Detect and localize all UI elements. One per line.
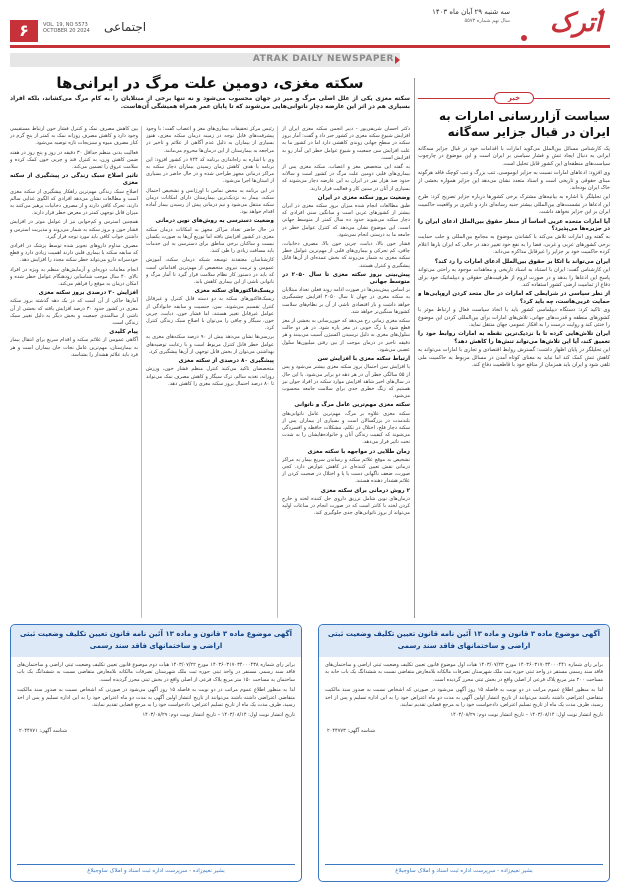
article-column-1 [282,126,410,618]
paragraph: انجام معاینات دوره‌ای و آزمایش‌های منظم به ویژه در افراد بالای ۴۰ سال موجب شناسایی زودهنگام عوامل خطر شده و امکان درمان به موقع را فراهم می‌کند. [10,266,138,288]
subheading: وضعیت بروز سکته مغزی در ایران [317,194,410,201]
sidebar-kicker [418,92,610,104]
sidebar-body [418,146,610,618]
paragraph: این تحلیلگر با اشاره به بیانیه‌های مشترک برخی کشورها درباره جزایر تصریح کرد: طرح این ادعاها در نشست‌های بین‌المللی بیشتر جنبه رسانه‌ای دارد و تاثیری بر واقعیت حاکمیت ایران بر این جزایر نخواهد داشت. [418,194,610,216]
paragraph: وی افزود: ادعاهای امارات نسبت به جزایر ابوموسی، تنب بزرگ و تنب کوچک فاقد هرگونه مبنای حقوقی و تاریخی است و اسناد متعدد نشان می‌دهد این جزایر همواره بخشی از خاک ایران بوده‌اند. [418,170,610,192]
subheading: زمان طلایی در مواجهه با سکته مغزی [307,448,410,455]
paragraph: به گفته وی امارات تلاش می‌کند با کشاندن موضوع به مجامع بین‌المللی و جلب حمایت برخی کشورهای عربی و غربی، فضا را به نفع خود تغییر دهد در حالی که ایران بارها اعلام کرده حاکمیت خود بر جزایر را غیرقابل مذاکره می‌داند. [418,234,610,256]
paragraph: سکته مغزی زمانی رخ می‌دهد که خون‌رسانی به بخشی از مغز قطع شود یا رگ خونی در مغز پاره شود. در هر دو حالت سلول‌های مغزی به دلیل نرسیدن اکسیژن آسیب می‌بینند و هر دقیقه تاخیر در درمان موجب از بین رفتن میلیون‌ها سلول عصبی می‌شود. [282,318,410,353]
legal-notice-right [318,624,610,882]
notice-id: شناسه آگهی: ۲۰۴۴۷۷۱ [19,727,68,734]
notice-dates: تاریخ انتشار نوبت اول: ۱۴۰۳/۰۸/۱۴ – تاریخ انتشار نوبت دوم: ۱۴۰۳/۰۸/۲۹ [142,712,295,719]
sidebar-headline: سیاست آزاررسانی امارات به ایران در قبال جزایر سه‌گانه [438,109,610,139]
notice-paragraph: برابر رای شماره ۱۴۰۳۶۰۳۱۷۰۳۴۰۰۰۴۴۱ مورخ ۱۴۰۳/۰۷/۲۳ هیات اول موضوع قانون تعیین تکلیف وضعیت ثبتی اراضی و ساختمان‌های فاقد سند رسمی مستقر در واحد ثبتی حوزه ثبت ملک شهرستان تصرفات مالکانه بلامعارض متقاضی نسبت به ششدانگ یک باب خانه به مساحت ۲۰۰ متر مربع پلاک فرعی از اصلی واقع در بخش ثبتی محرز گردیده است. [325,662,603,683]
paragraph: وی با اشاره به راه‌اندازی برنامه کد ۷۲۴ در کشور افزود: این برنامه با هدف کاهش زمان رسیدن بیماران دچار سکته به مراکز درمانی مجهز طراحی شده و در حال حاضر در بسیاری از استان‌ها اجرا می‌شود. [146,156,274,185]
main-headline: سکته مغزی، دومین علت مرگ در ایرانی‌ها [56,74,364,92]
paragraph: رئیس مرکز تحقیقات بیماری‌های مغز و اعصاب گفت: با وجود پیشرفت‌های قابل توجه در زمینه درمان سکته مغزی، هنوز بسیاری از بیماران به دلیل عدم آگاهی از علائم و تاخیر در مراجعه به بیمارستان از این درمان‌ها محروم می‌مانند. [146,126,274,154]
subheading: ارتباط سکته مغزی با افزایش سن [317,356,410,363]
volume-line-2: OCTOBER 20 2024 [43,28,90,34]
logo-text: اترک [549,8,602,38]
notice-signature: بشیر نعیم‌زاده - سرپرست اداره ثبت اسناد و املاک ساوجبلاغ [325,864,603,876]
masthead [0,0,620,74]
column-divider [277,126,278,618]
banner-arrow-icon [395,56,400,64]
volume-info [43,22,90,34]
paragraph: اصلاح سبک زندگی مهم‌ترین راهکار پیشگیری از سکته مغزی است و مطالعات نشان می‌دهد افرادی که الگوی غذایی سالم دارند، تحرک کافی دارند و از مصرف دخانیات پرهیز می‌کنند به میزان قابل توجهی کمتر در معرض خطر قرار دارند. [10,188,138,217]
notice-dates: تاریخ انتشار نوبت اول: ۱۴۰۳/۰۸/۱۴ – تاریخ انتشار نوبت دوم: ۱۴۰۳/۰۸/۲۹ [450,712,603,719]
volume-line-1: VOL. 19, NO 5573 [43,22,88,28]
issue-number: سال نهم شماره ۵۵۷۳ [464,18,510,24]
paragraph: ریسک‌فاکتورهای سکته به دو دسته قابل کنترل و غیرقابل کنترل تقسیم می‌شوند. سن، جنسیت و سابقه خانوادگی از عوامل غیرقابل تغییر هستند، اما فشار خون، دیابت، چربی خون، سیگار و چاقی را می‌توان با اصلاح سبک زندگی کنترل کرد. [146,296,274,332]
notice-paragraph: لذا به منظور اطلاع عموم مراتب در دو نوبت به فاصله ۱۵ روز آگهی می‌شود در صورتی که اشخاص نسبت به صدور سند مالکیت متقاضی اعتراضی داشته باشند می‌توانند از تاریخ انتشار اولین آگهی به مدت دو ماه اعتراض خود را به این اداره تسلیم و پس از اخذ رسید، ظرف مدت یک ماه از تاریخ تسلیم اعتراض، دادخواست خود را به مرجع قضایی تقدیم نمایند. [325,687,603,709]
subheading: ریسک‌فاکتورهای سکته مغزی [194,288,274,295]
section-name: اجتماعی [104,20,147,34]
subheading: ایران تلاش‌هایی کرده تا با نزدیک‌ترین نقطه به امارات روابط خود را تعمیق کند، آیا این تلاش‌ها می‌تواند تنش‌ها را کاهش دهد؟ [418,331,610,345]
subheading: سکته مغزی مهم‌ترین عامل مرگ و ناتوانی [294,402,410,409]
paragraph: بین کاهش مصرف نمک و کنترل فشار خون ارتباط مستقیمی وجود دارد و کاهش مصرف روزانه نمک به کمتر از پنج گرم در کنار مصرف میوه و سبزیجات تازه توصیه می‌شود. [10,126,138,147]
notice-paragraph: لذا به منظور اطلاع عموم مراتب در دو نوبت به فاصله ۱۵ روز آگهی می‌شود در صورتی که اشخاص نسبت به صدور سند مالکیت متقاضی اعتراضی داشته باشند می‌توانند از تاریخ انتشار اولین آگهی به مدت دو ماه اعتراض خود را به این اداره تسلیم و پس از اخذ رسید، ظرف مدت یک ماه از تاریخ تسلیم اعتراض، دادخواست خود را به مرجع قضایی تقدیم نمایند. [17,687,295,709]
paragraph: یک کارشناس مسائل بین‌الملل می‌گوید امارات با اقدامات خود در قبال جزایر سه‌گانه ایرانی به دنبال ایجاد تنش و فشار سیاسی بر ایران است و این موضوع در چارچوب سیاست‌های منطقه‌ای این کشور قابل تحلیل است. [418,146,610,167]
subheading: از نظر سیاسی در شرایطی که امارات در حال متحد کردن اروپایی‌ها و حمایت غربی‌هاست، چه باید کرد؟ [418,291,610,305]
paragraph: متخصصان تاکید می‌کنند کنترل منظم فشار خون، ورزش روزانه، تغذیه سالم، ترک سیگار و کاهش مصرف نمک می‌تواند تا ۸۰ درصد احتمال بروز سکته مغزی را کاهش دهد. [146,366,274,387]
paragraph: آمارها حاکی از آن است که در یک دهه گذشته بروز سکته مغزی در کشور حدود ۳۰ درصد افزایش یافته که بخشی از آن ناشی از سالمندی جمعیت و بخش دیگر به دلیل تغییر سبک زندگی است. [10,298,138,327]
subheading: آیا امارات متحده عربی اساساً از منظر حقوق بین‌الملل ادعای ایران را در جزیره‌ها می‌پذیرد؟ [418,218,610,233]
paragraph: وی تاکید کرد: دستگاه دیپلماسی کشور باید با اتخاذ سیاست فعال و ارتباط موثر با کشورهای منطقه و قدرت‌های جهانی، تلاش‌های امارات برای بین‌المللی کردن این موضوع را خنثی کند و روایت درست را به افکار عمومی جهان منتقل نماید. [418,307,610,328]
article-column-3 [10,126,138,618]
paragraph: به گفته این متخصص مغز و اعصاب، سکته مغزی پس از بیماری‌های قلبی دومین علت مرگ در کشور است و سالانه حدود صد هزار نفر در ایران به این عارضه دچار می‌شوند که بسیاری از آنان در سنین کار و فعالیت قرار دارند. [282,164,410,192]
column-divider [141,126,142,618]
paragraph: آگاهی عمومی از علائم سکته و اقدام سریع برای انتقال بیمار به بیمارستان، مهم‌ترین عامل نجات جان بیماران است و هر فرد باید علائم هشدار را بشناسد. [10,337,138,358]
paragraph: فشار خون بالا، دیابت، چربی خون بالا، مصرف دخانیات، چاقی، کم تحرکی و بیماری‌های قلبی از مهم‌ترین عوامل خطر سکته مغزی به شمار می‌روند که بخش عمده‌ای از آن‌ها قابل پیشگیری و کنترل هستند. [282,241,410,269]
paragraph: تشخیص به موقع علائم سکته و رساندن سریع بیمار به مراکز درمانی نقش تعیین کننده‌ای در کاهش عوارض دارد. کجی صورت، ضعف ناگهانی دست یا پا و اختلال در صحبت کردن از علائم هشدار دهنده هستند. [282,456,410,485]
daily-banner [10,53,400,67]
issue-date-text: ۲۹ آبان ماه ۱۴۰۳ [432,8,483,16]
paragraph: درمان‌های نوین شامل تزریق داروی حل کننده لخته و خارج کردن لخته با کاتتر است که در صورت انجام در ساعات اولیه می‌تواند از بروز ناتوانی‌های جدی جلوگیری کند. [282,495,410,517]
notice-body [319,657,609,728]
subheading: پیشگیری ۸۰ درصدی از سکته مغزی [178,358,274,365]
banner-text: ATRAK DAILY NEWSPAPER [252,54,394,64]
paragraph: دکتر احسان شریفی‌پور - دبیر انجمن سکته مغزی ایران از افزایش شیوع سکته مغزی در کشور خبر داد و گفت: آمار بروز سکته در سطح جهانی روندی کاهشی دارد اما در کشور ما به علت افزایش سن جمعیت و شیوع عوامل خطر این آمار رو به افزایش است. [282,126,410,161]
paragraph: طبق مطالعات انجام شده میزان بروز سکته مغزی در ایران بیشتر از کشورهای غربی است و میانگین سنی افرادی که دچار سکته می‌شوند حدود ده سال کمتر از متوسط جهانی است. این موضوع نشان می‌دهد که کنترل عوامل خطر در جامعه ما به درستی انجام نمی‌شود. [282,203,410,238]
notice-signature: بشیر نعیم‌زاده - سرپرست اداره ثبت اسناد و املاک ساوجبلاغ [17,864,295,876]
paragraph: در حال حاضر تعداد مراکز مجهز به امکانات درمان سکته مغزی در کشور افزایش یافته اما توزیع آن‌ها به صورت یکسان نیست و ساکنان برخی مناطق برای دسترسی به این خدمات باید مسافت زیادی را طی کنند. [146,226,274,255]
paragraph: فعالیت بدنی منظم حداقل ۳۰ دقیقه در روز و پنج روز در هفته ضمن کاهش وزن، به کنترل قند و چربی خون کمک کرده و سلامت عروق را تضمین می‌کند. [10,149,138,171]
paragraph: با افزایش سن احتمال بروز سکته مغزی بیشتر می‌شود و پس از ۵۵ سالگی خطر آن در هر دهه دو برابر می‌شود. با این حال در سال‌های اخیر شاهد افزایش موارد سکته در افراد جوان نیز هستیم که زنگ خطری جدی برای سلامت جامعه محسوب می‌شود. [282,364,410,400]
paragraph: این کارشناس گفت: ایران با استناد به اسناد تاریخی و معاهدات موجود به راحتی می‌تواند پاسخ این ادعاها را بدهد و در صورت لزوم از ظرفیت‌های حقوقی و دیپلماتیک خود برای دفاع از تمامیت ارضی کشور استفاده کند. [418,267,610,288]
notice-body [11,657,301,728]
newspaper-logo [516,6,608,46]
page-number: ۶ [10,20,38,42]
kicker-label: خبر [494,92,534,104]
notice-title: آگهی موضوع ماده ۳ قانون و ماده ۱۳ آئین نامه قانون تعیین تکلیف وضعیت ثبتی اراضی و ساختمانهای فاقد سند رسمی [11,625,301,657]
paragraph: سکته مغزی علاوه بر مرگ، مهم‌ترین عامل ناتوانی‌های بلندمدت در بزرگسالان است و بسیاری از بیماران پس از سکته دچار فلج، اختلال در تکلم، مشکلات حافظه و افسردگی می‌شوند که کیفیت زندگی آنان و خانواده‌هایشان را به شدت تحت تاثیر قرار می‌دهد. [282,410,410,446]
paragraph: همچنین استرس و کم‌خوابی نیز از عوامل موثر در افزایش فشار خون و بروز سکته به شمار می‌روند و مدیریت استرس و داشتن خواب کافی باید مورد توجه قرار گیرد. [10,219,138,240]
paragraph: این تحلیلگر در پایان اظهار داشت: گسترش روابط اقتصادی و تجاری با امارات می‌تواند به کاهش تنش کمک کند اما نباید به معنای کوتاه آمدن در مسائل مربوط به حاکمیت ملی تلقی شود و ایران باید همزمان از منافع خود با قاطعیت دفاع کند. [418,347,610,368]
paragraph: در این برنامه به محض تماس با اورژانس و تشخیص احتمال سکته، بیمار به نزدیک‌ترین بیمارستان دارای امکانات درمان سکته منتقل می‌شود و تیم درمانی پیش از رسیدن بیمار آماده اقدام خواهد بود. [146,187,274,216]
subheading: پیش‌بینی بروز سکته مغزی تا سال ۲۰۵۰ در متوسط جهانی [282,271,410,286]
paragraph: مصرف مداوم داروهای تجویز شده توسط پزشک در افرادی که سابقه سکته یا بیماری قلبی دارند اهمیت زیادی دارد و قطع خودسرانه دارو می‌تواند خطر سکته مجدد را افزایش دهد. [10,243,138,264]
subheading: تاثیر اصلاح سبک زندگی در پیشگیری از سکته مغزی [10,173,138,187]
legal-notice-left [10,624,302,882]
notice-id: شناسه آگهی: ۲۰۴۴۷۷۳ [327,727,376,734]
paragraph: کارشناسان معتقدند توسعه شبکه درمان سکته، آموزش عمومی و تربیت نیروی متخصص از مهم‌ترین اقداماتی است که باید در دستور کار نظام سلامت قرار گیرد تا آمار مرگ و ناتوانی ناشی از این بیماری کاهش یابد. [146,257,274,286]
article-column-2 [146,126,274,618]
notice-paragraph: برابر رای شماره ۱۴۰۳۶۰۳۱۷۰۳۴۰۰۰۴۳۸ مورخ ۱۴۰۳/۰۷/۲۲ هیات دوم موضوع قانون تعیین تکلیف وضعیت ثبتی اراضی و ساختمان‌های فاقد سند رسمی مستقر در واحد ثبتی حوزه ثبت ملک شهرستان تصرفات مالکانه بلامعارض متقاضی نسبت به ششدانگ یک باب ساختمان به مساحت ۱۵۰ متر مربع پلاک فرعی از اصلی واقع در بخش ثبتی محرز گردیده است. [17,662,295,683]
paragraph: بررسی‌ها نشان می‌دهد بیش از ۹۰ درصد سکته‌های مغزی به عوامل خطر قابل کنترل مربوط است و با رعایت توصیه‌های بهداشتی می‌توان از بخش قابل توجهی از آن‌ها پیشگیری کرد. [146,334,274,355]
subheading: پیام کلیدی [109,329,138,336]
subheading: ۲ روش درمانی برای سکته مغزی [320,487,410,494]
subheading: وضعیت دسترسی به روش‌های نوین درمانی [155,218,274,225]
paragraph: بر اساس پیش‌بینی‌ها در صورت ادامه روند فعلی تعداد مبتلایان به سکته مغزی در جهان تا سال ۲۰۵۰ افزایش چشمگیری خواهد داشت و بار اقتصادی ناشی از آن بر نظام‌های سلامت کشورها سنگین‌تر خواهد شد. [282,287,410,315]
subheading: ایران می‌تواند با اتکا بر حقوق بین‌الملل ادعای امارات را رد کند؟ [434,258,610,265]
main-lead: سکته مغزی یکی از علل اصلی مرگ و میر در جهان محسوب می‌شود و نه تنها برخی از مبتلایان را به کام مرگ می‌کشاند، بلکه افراد بسیاری هم در اثر این عارضه دچار ناتوانی‌هایی می‌شوند که تا پایان عمر همراه همیشگی آن‌هاست. [10,95,410,110]
issue-date [432,8,510,17]
issue-weekday: سه شنبه [484,8,510,16]
notice-title: آگهی موضوع ماده ۳ قانون و ماده ۱۳ آئین نامه قانون تعیین تکلیف وضعیت ثبتی اراضی و ساختمانهای فاقد سند رسمی [319,625,609,657]
subheading: افزایش ۳۰ درصدی بروز سکته مغزی [38,290,138,297]
sidebar-divider [414,78,415,618]
